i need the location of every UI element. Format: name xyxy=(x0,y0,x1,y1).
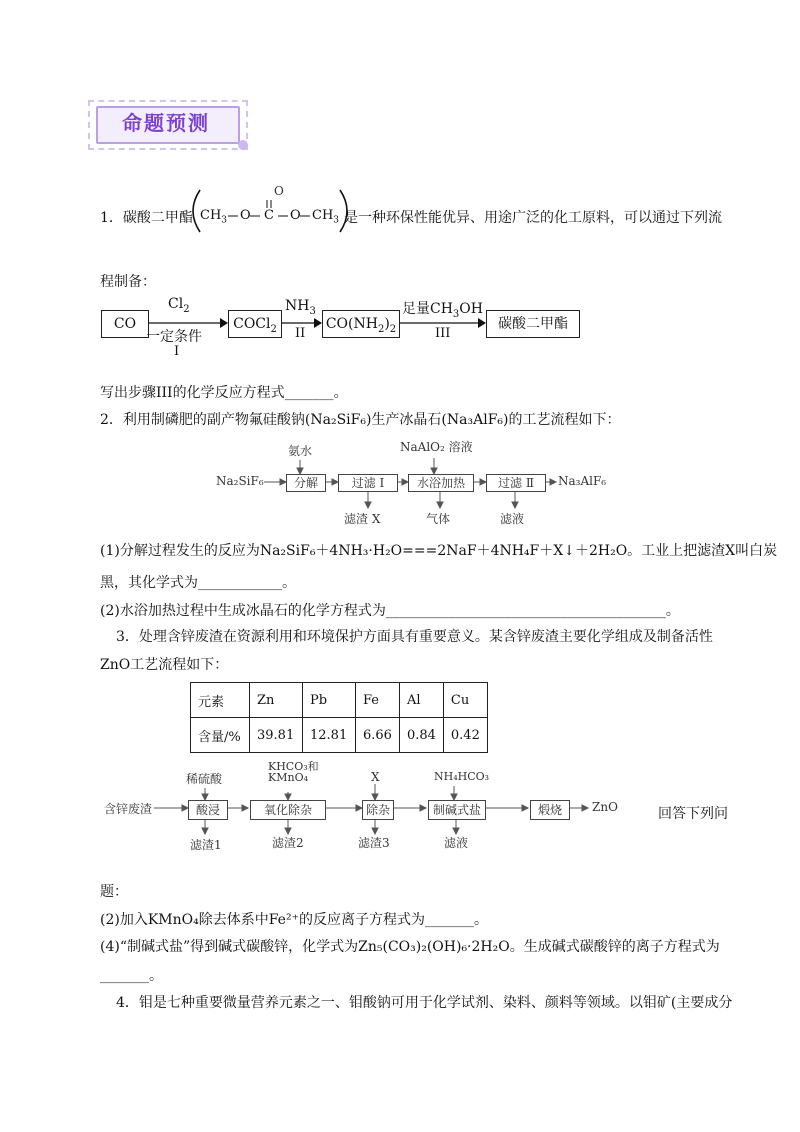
flow1-box-product: 碳酸二甲酯 xyxy=(486,310,580,338)
flow3-step-purify: 除杂 xyxy=(362,800,394,820)
flow1-arrow2-top-text: NH xyxy=(285,298,310,314)
flow1-arrow3-top: 足量$CH_3OH$ xyxy=(402,301,483,320)
flow2-end: Na₃AlF₆ xyxy=(558,474,607,488)
flow1-arrow2-top: $NH_3$ xyxy=(285,298,316,317)
table-cell: Zn xyxy=(250,683,303,718)
flow1-arrow3-step: III xyxy=(435,326,451,341)
q2-part2: (2)水浴加热过程中生成冰晶石的化学方程式为________________________________________。 xyxy=(100,603,680,619)
methyl-left-text: CH xyxy=(200,208,222,223)
flow2-step-filter2: 过滤 Ⅱ xyxy=(486,474,546,492)
flow3-add-oxidant-line2: KMnO₄ xyxy=(268,771,308,784)
q2-part1-line2: 黑，其化学式为____________。 xyxy=(100,575,296,591)
q4-intro: 4．钼是七种重要微量营养元素之一、钼酸钠可用于化学试剂、染料、颜料等领域。以钼矿(主要成分 xyxy=(116,995,733,1011)
flow1-arrow1-step: I xyxy=(174,344,180,359)
table-cell: 6.66 xyxy=(356,718,400,753)
flow1-arrow3-top-text: 足量CH xyxy=(402,301,453,317)
flow3-out-filtrate: 滤液 xyxy=(444,836,469,850)
table-row xyxy=(191,718,488,753)
flow1-arrow1-bottom: 一定条件 xyxy=(146,329,202,345)
methyl-right: $CH_3$ xyxy=(312,208,340,226)
flow3-add-x: X xyxy=(371,770,380,784)
flow1-arrow1-top-text: Cl xyxy=(168,296,184,312)
section-banner xyxy=(88,100,250,150)
banner-dot xyxy=(238,140,248,150)
table-cell: 0.42 xyxy=(443,718,487,753)
table-cell: 39.81 xyxy=(250,718,303,753)
table-cell: Al xyxy=(399,683,443,718)
flow2-start: Na₂SiF₆ xyxy=(216,474,264,488)
flow3-end: ZnO xyxy=(592,800,618,814)
q1-line2: 程制备： xyxy=(100,274,156,290)
q3-tail-right: 回答下列问 xyxy=(658,806,728,822)
q2-part1-line1: (1)分解过程发生的反应为Na₂SiF₆＋4NH₃·H₂O===2NaF＋4NH₄F＋X↓＋2H₂O。工业上把滤渣X叫白炭 xyxy=(100,543,778,559)
flow3-start: 含锌废渣 xyxy=(104,802,153,816)
table-cell: 元素 xyxy=(191,683,250,718)
table-cell: Cu xyxy=(443,683,487,718)
carbon-center: C xyxy=(264,208,274,223)
flow3-add-acid: 稀硫酸 xyxy=(186,772,223,786)
q3-part4-line1: (4)“制碱式盐”得到碱式碳酸锌，化学式为Zn₅(CO₃)₂(OH)₆·2H₂O。生成碱式碳酸锌的离子方程式为 xyxy=(100,939,720,955)
flow2-step-filter1: 过滤 Ⅰ xyxy=(338,474,398,492)
table-cell: Fe xyxy=(356,683,400,718)
flow1-arrow2-step: II xyxy=(295,326,306,341)
flow2-out-residue: 滤渣 X xyxy=(344,512,381,526)
flow1-box-cocl2-text: COCl xyxy=(233,316,271,332)
flow2-step-decompose: 分解 xyxy=(286,474,326,492)
q1-suffix: 是一种环保性能优异、用途广泛的化工原料，可以通过下列流 xyxy=(344,210,722,226)
table-header-row xyxy=(191,683,488,718)
table-cell: 含量/% xyxy=(191,718,250,753)
flow1-box-urea-end: ) xyxy=(384,316,390,332)
flow1-arrow1-top: $Cl_2$ xyxy=(168,296,190,315)
flow3-step-oxidize: 氧化除杂 xyxy=(250,800,326,820)
q3-intro-line1: 3．处理含锌废渣在资源利用和环境保护方面具有重要意义。某含锌废渣主要化学组成及制备活性 xyxy=(116,629,713,645)
banner-title: 命题预测 xyxy=(122,111,210,135)
flow1-arrow3-top-end: OH xyxy=(459,301,483,317)
table-cell: Pb xyxy=(303,683,356,718)
flow1-box-cocl2: COCl$_2$ xyxy=(228,310,282,338)
oxygen-right: O xyxy=(290,208,301,223)
flow3-out-residue1: 滤渣1 xyxy=(190,838,222,852)
table-cell: 12.81 xyxy=(303,718,356,753)
flow3-add-nh4hco3: NH₄HCO₃ xyxy=(434,770,490,783)
methyl-left: $CH_3$ xyxy=(200,208,228,226)
flow2-out-filtrate: 滤液 xyxy=(500,512,525,526)
flow2-step-waterbath: 水浴加热 xyxy=(408,474,474,492)
flow3-out-residue2: 滤渣2 xyxy=(272,836,304,850)
table-cell: 0.84 xyxy=(399,718,443,753)
composition-table xyxy=(190,682,488,753)
q2-intro: 2．利用制磷肥的副产物氟硅酸钠(Na₂SiF₆)生产冰晶石(Na₃AlF₆)的工艺流程如下： xyxy=(100,412,621,428)
flow2-add-ammonia: 氨水 xyxy=(288,444,313,458)
q3-intro-line2: ZnO工艺流程如下： xyxy=(100,657,229,673)
q3-tail-line: 题： xyxy=(100,884,128,900)
flow3-out-residue3: 滤渣3 xyxy=(358,836,390,850)
flow1-box-co: CO xyxy=(101,310,149,338)
flow3-step-calcine: 煅烧 xyxy=(530,800,570,820)
flow1-box-urea: $CO(NH_2)_2$ xyxy=(322,310,400,338)
q1-question: 写出步骤III的化学反应方程式_______。 xyxy=(100,385,348,401)
q3-part2: (2)加入KMnO₄除去体系中Fe²⁺的反应离子方程式为_______。 xyxy=(100,912,488,928)
flow2-out-gas: 气体 xyxy=(426,512,451,526)
carbonyl-oxygen: O xyxy=(274,184,284,198)
methyl-right-text: CH xyxy=(312,208,334,223)
flow3-step-basic-salt: 制碱式盐 xyxy=(428,800,486,820)
oxygen-left: O xyxy=(240,208,251,223)
flow3-add-oxidant-line1: KHCO₃和 xyxy=(268,760,319,773)
q3-part4-line2: _______。 xyxy=(100,968,163,984)
flow1-box-urea-text: CO(NH xyxy=(325,316,378,332)
flow3-step-leach: 酸浸 xyxy=(188,800,228,820)
flow2-add-naalo2: NaAlO₂ 溶液 xyxy=(400,440,473,454)
q1-prefix: 1．碳酸二甲酯 xyxy=(100,210,193,226)
